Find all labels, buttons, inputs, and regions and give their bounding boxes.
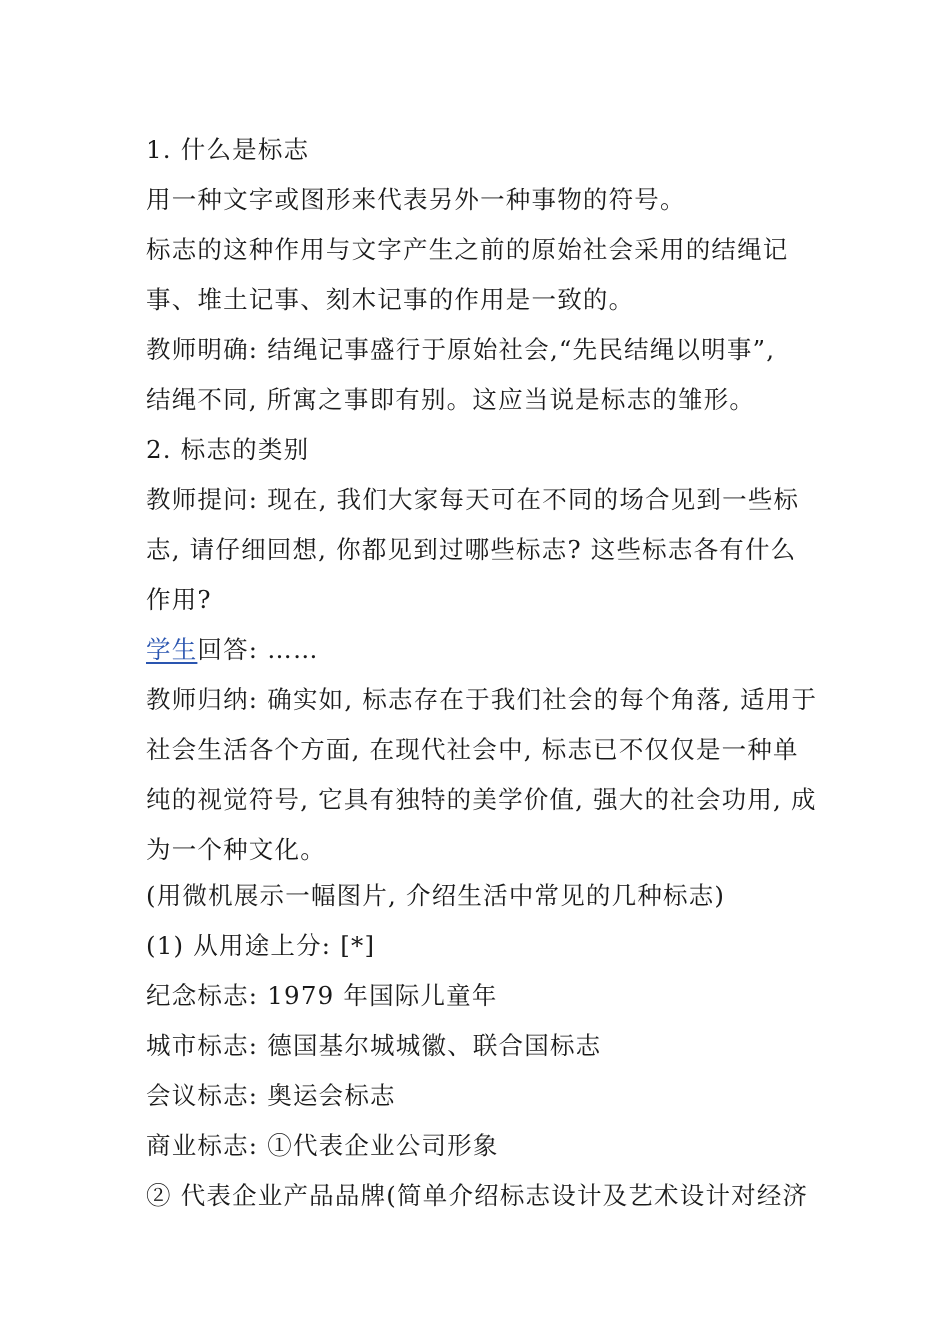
text-line: 会议标志: 奥运会标志 [146, 1081, 396, 1110]
section-heading-1: 1. 什么是标志 [146, 135, 310, 164]
text-line: 教师归纳: 确实如, 标志存在于我们社会的每个角落, 适用于 [146, 685, 818, 714]
text-line: 作用? [146, 585, 212, 614]
text-line: 纪念标志: 1979 年国际儿童年 [146, 981, 498, 1010]
text-line: (用微机展示一幅图片, 介绍生活中常见的几种标志) [146, 881, 726, 910]
student-link[interactable]: 学生 [146, 635, 198, 664]
text-line: (1) 从用途上分: [*] [146, 931, 376, 960]
text-line: 教师明确: 结绳记事盛行于原始社会,“先民结绳以明事”, [146, 335, 776, 364]
text-line: ② 代表企业产品品牌(简单介绍标志设计及艺术设计对经济 [146, 1181, 809, 1210]
text-line: 为一个种文化。 [146, 835, 326, 864]
text-line: 用一种文字或图形来代表另外一种事物的符号。 [146, 185, 686, 214]
text-line: 志, 请仔细回想, 你都见到过哪些标志? 这些标志各有什么 [146, 535, 797, 564]
student-answer-text: 回答: …… [197, 635, 319, 664]
text-line: 社会生活各个方面, 在现代社会中, 标志已不仅仅是一种单 [146, 735, 799, 764]
text-line: 城市标志: 德国基尔城城徽、联合国标志 [146, 1031, 602, 1060]
text-line: 结绳不同, 所寓之事即有别。这应当说是标志的雏形。 [146, 385, 756, 414]
section-heading-2: 2. 标志的类别 [146, 435, 310, 464]
text-line: 事、堆土记事、刻木记事的作用是一致的。 [146, 285, 635, 314]
student-answer-line [146, 634, 826, 666]
text-line: 教师提问: 现在, 我们大家每天可在不同的场合见到一些标 [146, 485, 800, 514]
text-line: 商业标志: ①代表企业公司形象 [146, 1131, 499, 1160]
text-line: 纯的视觉符号, 它具有独特的美学价值, 强大的社会功用, 成 [146, 785, 817, 814]
text-line: 标志的这种作用与文字产生之前的原始社会采用的结绳记 [146, 235, 789, 264]
